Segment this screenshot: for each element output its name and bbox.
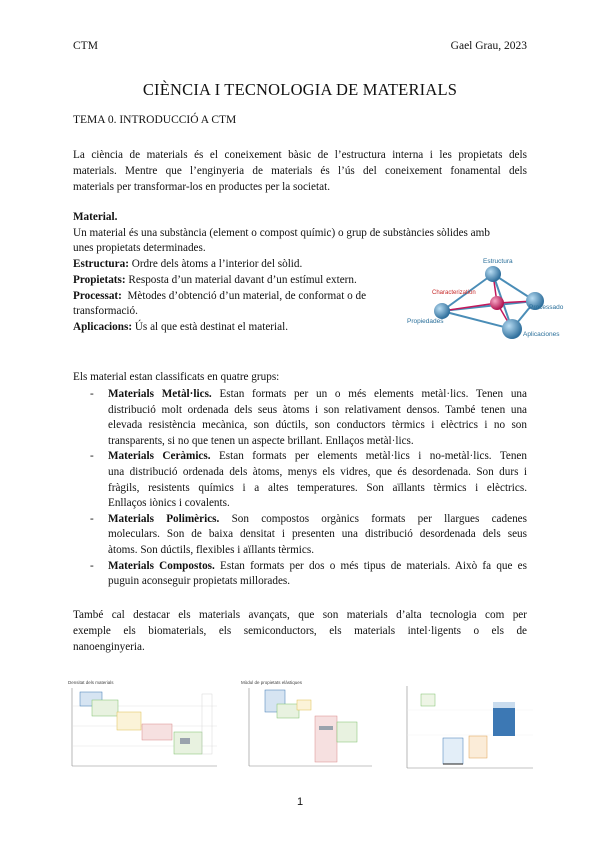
label-characterization: Characterization xyxy=(432,290,476,296)
node-propiedades xyxy=(434,303,450,319)
label-estructura: Estructura xyxy=(483,258,513,265)
advanced-line: exemple els biomaterials, els semiconductors, els materials intel·ligents o els de xyxy=(73,625,527,637)
node-characterization xyxy=(490,296,504,310)
list-item: - Materials Polimèrics. Son compostos orgànics formats per llargues cadenes moleculars. Son de baixa densitat i presenten una distribució desordenada dels seus àtoms. Son dúctils, flexibles i aïllants tèrmics. xyxy=(90,512,527,556)
intro-line: La ciència de materials és el coneixement bàsic de l’estructura interna i les propietats dels xyxy=(73,149,527,161)
thumb-title: Densitat dels materials xyxy=(68,680,114,685)
intro-line: materials. Mentre que l’enginyeria de materials és l’ús del coneixement fonamental dels xyxy=(73,165,527,177)
node-aplicaciones xyxy=(502,319,522,339)
label-processado: Processado xyxy=(529,304,564,311)
header-right: Gael Grau, 2023 xyxy=(450,40,527,52)
material-definition: unes propietats determinades. xyxy=(73,242,206,254)
materials-tetrahedron-diagram xyxy=(405,254,575,346)
list-item: - Materials Compostos. Estan formats per dos o més tipus de materials. Això fa que es puguin aconseguir propietats millorades. xyxy=(90,559,528,588)
intro-line: materials per transformar-los en productes per la societat. xyxy=(73,181,330,193)
material-item-processat: Processat: Mètodes d’obtenció d’un material, de conformat o de xyxy=(73,290,367,302)
material-item-processat-cont: transformació. xyxy=(73,305,138,317)
thumbnail-chart-elastic xyxy=(237,676,377,771)
page-title: CIÈNCIA I TECNOLOGIA DE MATERIALS xyxy=(142,80,458,99)
topic-heading: TEMA 0. INTRODUCCIÓ A CTM xyxy=(73,114,237,126)
header-left: CTM xyxy=(73,40,98,52)
thumbnail-chart-density xyxy=(62,676,222,771)
groups-list xyxy=(90,387,527,590)
material-heading: Material. xyxy=(73,211,118,223)
node-estructura xyxy=(485,266,501,282)
material-item-estructura: Estructura: Ordre dels àtoms a l’interior del sòlid. xyxy=(73,258,303,270)
label-aplicaciones: Aplicaciones xyxy=(523,331,560,338)
label-propiedades: Propiedades xyxy=(407,318,444,325)
page-number: 1 xyxy=(296,796,304,808)
material-item-aplicacions: Aplicacions: Ús al que està destinat el material. xyxy=(73,321,288,333)
groups-intro: Els material estan classificats en quatre grups: xyxy=(73,371,280,383)
material-item-propietats: Propietats: Resposta d’un material davant d’un estímul extern. xyxy=(73,274,357,286)
advanced-line: nanoenginyeria. xyxy=(73,641,145,653)
thumb-title: Mòdul de propietats elàstiques xyxy=(241,680,303,685)
material-definition: Un material és una substància (element o compost químic) o grup de substàncies sòlides amb xyxy=(73,227,490,239)
thumbnail-chart-bars xyxy=(397,680,537,772)
advanced-line: També cal destacar els materials avançats, que son materials d’alta tecnologia com per xyxy=(73,609,527,621)
list-item: - Materials Metàl·lics. Estan formats per un o més elements metàl·lics. Tenen una distribució molt ordenada dels seus àtoms i son relativament densos. També tenen una elevada resistència mecànica, son dúctils, son conductors tèrmics i elèctrics i no son transparents, si no que tenen un aspecte brillant. Enllaços metàl·lics. xyxy=(90,388,527,447)
list-item: - Materials Ceràmics. Estan formats per elements metàl·lics i no-metàl·lics. Tenen una distribució ordenada dels àtoms, menys els vidres, que és desordenada. Son durs i fràgils, resistents químics i a altes temperatures. Son aïllants tèrmics i elèctrics. Enllaços iònics i covalents. xyxy=(90,450,527,510)
